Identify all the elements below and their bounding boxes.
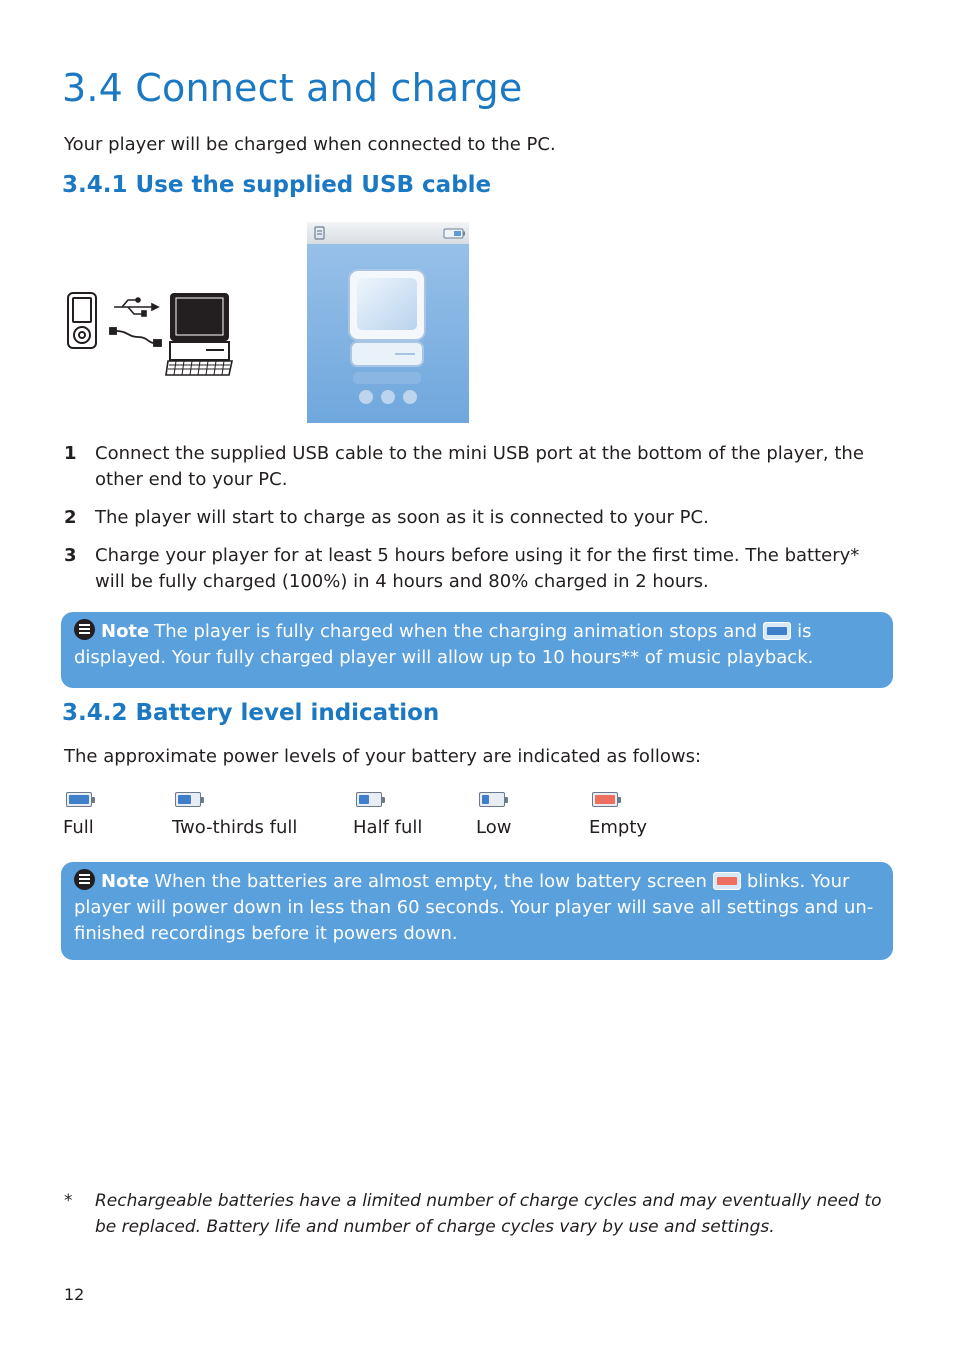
step-1 [64, 441, 894, 493]
screen-battery-icon [444, 229, 465, 238]
battery-levels [0, 792, 954, 842]
note-icon [74, 869, 95, 890]
battery-level-label: Full [63, 817, 94, 838]
intro-text: Your player will be charged when connected to the PC. [64, 134, 556, 155]
usb-connection-illustration [66, 290, 236, 380]
note-text: blinks. Your player will power down in less than 60 seconds. Your player will save all settings and un-finished recordings before it powers down. [74, 871, 874, 944]
footnote [64, 1188, 894, 1240]
progress-dots [359, 390, 417, 404]
player-icon [68, 293, 96, 348]
step-number: 2 [64, 507, 77, 528]
note-box-low-battery [61, 862, 893, 960]
footnote-text: Rechargeable batteries have a limited number of charge cycles and may eventually need to be replaced. Battery life and number of charge cycles vary by use and settings. [95, 1191, 882, 1237]
note-text: The player is fully charged when the charging animation stops and [154, 621, 758, 642]
battery-level-label: Empty [589, 817, 648, 838]
note-label: Note [101, 871, 150, 892]
step-text: Charge your player for at least 5 hours before using it for the first time. The battery* will be fully charged (100%) in 4 hours and 80% charged in 2 hours. [95, 545, 860, 592]
step-3 [64, 543, 894, 595]
note-label: Note [101, 621, 150, 642]
battery-empty-icon [592, 792, 618, 807]
step-2 [64, 505, 894, 531]
charging-screen-illustration [307, 222, 469, 423]
instruction-steps [64, 441, 894, 607]
battery-level-label: Two-thirds full [172, 817, 298, 838]
battery-two-thirds-icon [175, 792, 201, 807]
battery-level-full [63, 792, 94, 838]
note-icon [74, 619, 95, 640]
battery-level-label: Half full [353, 817, 423, 838]
step-text: Connect the supplied USB cable to the mini USB port at the bottom of the player, the other end to your PC. [95, 443, 864, 490]
step-number: 3 [64, 545, 77, 566]
monitor-graphic-icon [349, 270, 425, 384]
usb-symbol-icon [114, 298, 158, 316]
battery-level-half [353, 792, 422, 838]
section-heading-battery-level: 3.4.2 Battery level indication [62, 700, 440, 726]
battery-level-two-thirds [172, 792, 297, 838]
battery-level-empty [589, 792, 647, 838]
low-battery-screen-icon [713, 872, 741, 890]
page-title: 3.4 Connect and charge [62, 66, 523, 110]
computer-icon [166, 293, 232, 375]
battery-half-icon [356, 792, 382, 807]
battery-level-low [476, 792, 511, 838]
section-heading-usb-cable: 3.4.1 Use the supplied USB cable [62, 172, 492, 198]
footnote-mark: * [64, 1191, 73, 1211]
battery-intro-text: The approximate power levels of your battery are indicated as follows: [64, 746, 702, 767]
page-number: 12 [64, 1285, 85, 1304]
note-box-charging [61, 612, 893, 688]
note-text: When the batteries are almost empty, the low battery screen [154, 871, 707, 892]
usb-cable-icon [110, 328, 161, 346]
battery-low-icon [479, 792, 505, 807]
step-number: 1 [64, 443, 77, 464]
battery-full-icon [66, 792, 92, 807]
battery-level-label: Low [476, 817, 512, 838]
step-text: The player will start to charge as soon as it is connected to your PC. [95, 507, 709, 528]
full-battery-icon [763, 622, 791, 640]
note-text: is displayed. Your fully charged player will allow up to 10 hours** of music playback. [74, 621, 814, 668]
